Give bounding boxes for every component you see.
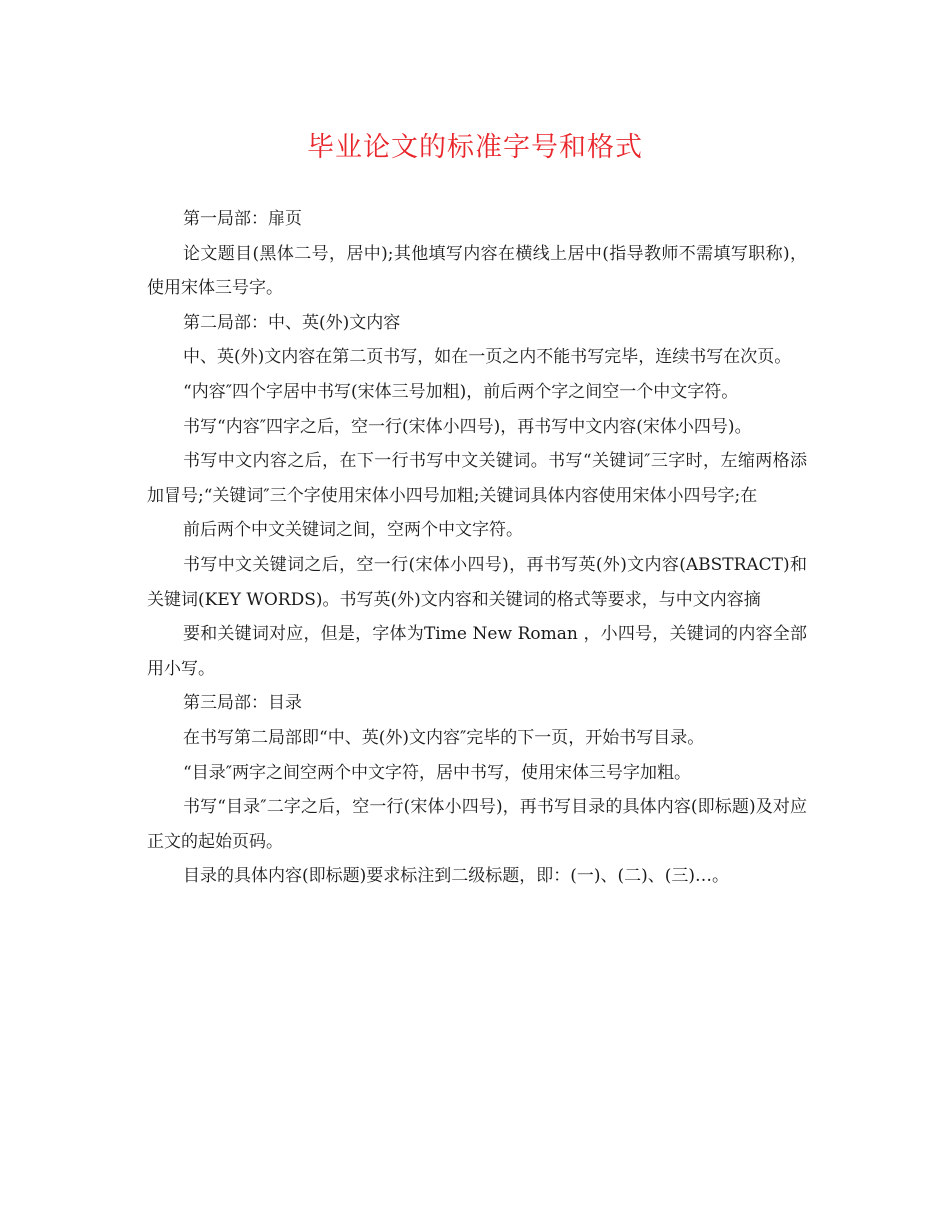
paragraph: 目录的具体内容(即标题)要求标注到二级标题，即：(一)、(二)、(三)…。 bbox=[183, 866, 730, 887]
document-body bbox=[147, 202, 807, 894]
section-heading-1: 第一局部：扉页 bbox=[183, 209, 302, 229]
paragraph: 在书写第二局部即“中、英(外)文内容″完毕的下一页，开始书写目录。 bbox=[183, 727, 705, 748]
document-title: 毕业论文的标准字号和格式 bbox=[307, 132, 643, 163]
paragraph: 书写中文关键词之后，空一行(宋体小四号)，再书写英(外)文内容(ABSTRACT)和关键词(KEY WORDS)。书写英(外)文内容和关键词的格式等要求，与中文内容摘 bbox=[147, 554, 807, 610]
paragraph: 中、英(外)文内容在第二页书写，如在一页之内不能书写完毕，连续书写在次页。 bbox=[183, 347, 792, 368]
paragraph: 前后两个中文关键词之间，空两个中文字符。 bbox=[183, 520, 523, 541]
paragraph: 要和关键词对应，但是，字体为Time New Roman ，小四号，关键词的内容全部用小写。 bbox=[147, 624, 807, 679]
paragraph: “内容″四个字居中书写(宋体三号加粗)，前后两个字之间空一个中文字符。 bbox=[183, 381, 739, 402]
section-heading-2: 第二局部：中、英(外)文内容 bbox=[183, 312, 401, 333]
paragraph: “目录″两字之间空两个中文字符，居中书写，使用宋体三号字加粗。 bbox=[183, 762, 692, 783]
paragraph: 论文题目(黑体二号，居中);其他填写内容在横线上居中(指导教师不需填写职称)，使用宋体三号字。 bbox=[147, 243, 807, 299]
section-heading-3: 第三局部：目录 bbox=[183, 693, 302, 714]
paragraph: 书写“内容″四字之后，空一行(宋体小四号)，再书写中文内容(宋体小四号)。 bbox=[183, 416, 752, 437]
paragraph: 书写“目录″二字之后，空一行(宋体小四号)，再书写目录的具体内容(即标题)及对应正文的起始页码。 bbox=[147, 797, 807, 852]
paragraph: 书写中文内容之后，在下一行书写中文关键词。书写“关键词″三字时，左缩两格添加冒号;“关键词″三个字使用宋体小四号加粗;关键词具体内容使用宋体小四号字;在 bbox=[147, 451, 807, 506]
